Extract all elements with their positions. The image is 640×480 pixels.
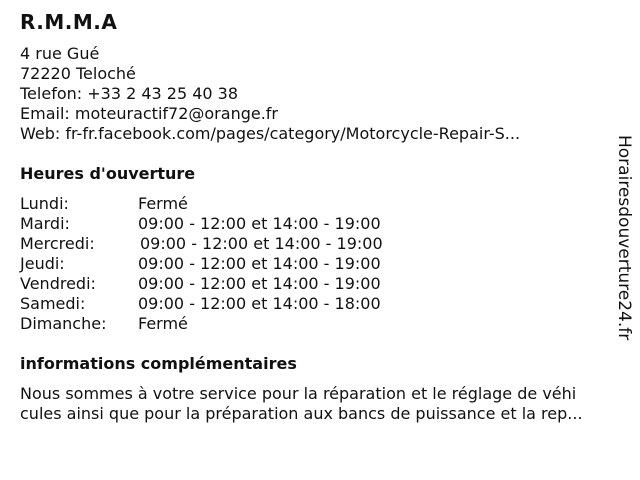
day-hours: 09:00 - 12:00 et 14:00 - 19:00 [138, 274, 381, 293]
day-hours: 09:00 - 12:00 et 14:00 - 18:00 [138, 294, 381, 313]
day-label: Jeudi: [20, 254, 65, 273]
day-label: Vendredi: [20, 274, 96, 293]
day-hours: Fermé [138, 314, 188, 333]
day-label: Mardi: [20, 214, 70, 233]
day-label: Mercredi: [20, 234, 95, 253]
day-label: Dimanche: [20, 314, 107, 333]
address-city: 72220 Teloché [20, 64, 136, 83]
email-text: Email: moteuractif72@orange.fr [20, 104, 278, 123]
day-hours: 09:00 - 12:00 et 14:00 - 19:00 [140, 234, 383, 253]
day-label: Samedi: [20, 294, 86, 313]
business-name: R.M.M.A [20, 10, 118, 34]
day-label: Lundi: [20, 194, 69, 213]
info-heading: informations complémentaires [20, 354, 297, 373]
day-hours: 09:00 - 12:00 et 14:00 - 19:00 [138, 214, 381, 233]
day-hours: Fermé [138, 194, 188, 213]
site-watermark: Horairesdouverture24.fr [614, 135, 634, 341]
address-street: 4 rue Gué [20, 44, 100, 63]
info-text-line-1: Nous sommes à votre service pour la réparation et le réglage de véhi [20, 384, 577, 403]
day-hours: 09:00 - 12:00 et 14:00 - 19:00 [138, 254, 381, 273]
info-text-line-2: cules ainsi que pour la préparation aux bancs de puissance et la rep... [20, 404, 583, 423]
hours-heading: Heures d'ouverture [20, 164, 196, 183]
web-link[interactable]: Web: fr-fr.facebook.com/pages/category/Motorcycle-Repair-S... [20, 124, 521, 143]
phone-text: Telefon: +33 2 43 25 40 38 [20, 84, 239, 103]
